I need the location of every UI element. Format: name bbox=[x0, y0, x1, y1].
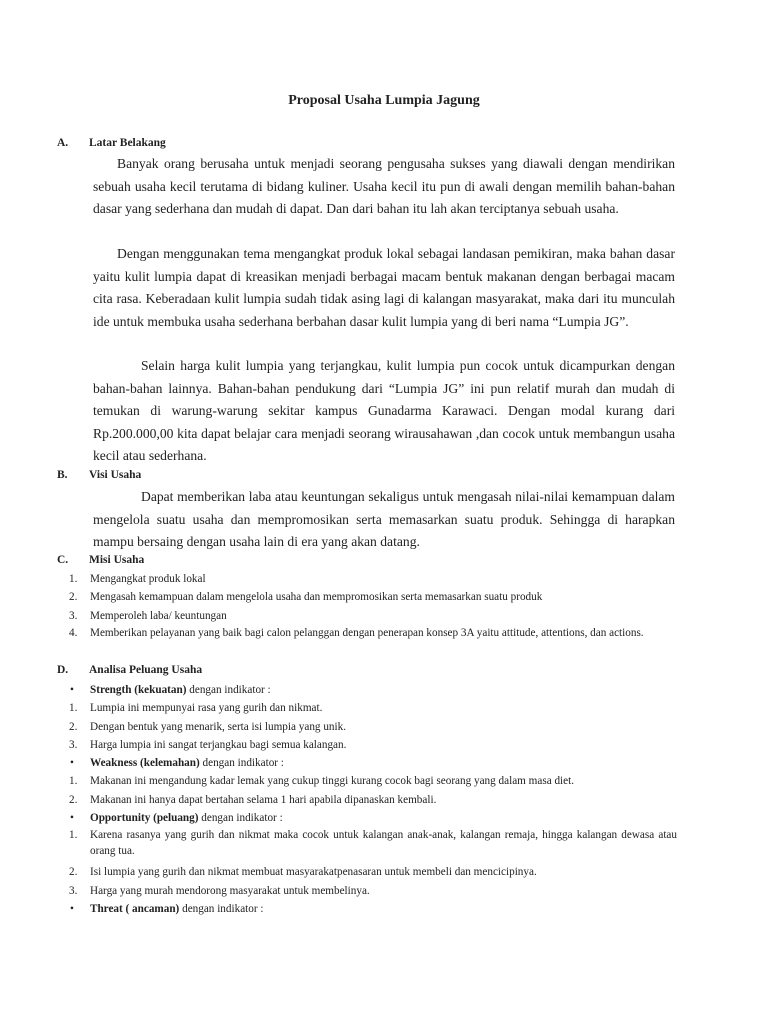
list-text: Mengasah kemampuan dalam mengelola usaha dan mempromosikan serta memasarkan suatu produk bbox=[90, 591, 543, 604]
bullet-suffix: dengan indikator : bbox=[198, 812, 283, 825]
section-c-heading bbox=[57, 554, 144, 566]
document-title: Proposal Usaha Lumpia Jagung bbox=[288, 93, 480, 108]
bullet-suffix: dengan indikator : bbox=[199, 757, 284, 770]
list-number: 2. bbox=[69, 793, 78, 806]
bullet-label: Strength (kekuatan) bbox=[90, 684, 187, 696]
section-a-heading bbox=[57, 137, 166, 149]
section-title: Visi Usaha bbox=[89, 469, 142, 481]
list-number: 1. bbox=[69, 775, 78, 788]
paragraph-latar-1: Banyak orang berusaha untuk menjadi seorang pengusaha sukses yang diawali dengan mendirikan sebuah usaha kecil terutama di bidang kuliner. Usaha kecil itu pun di awali dengan memilih bahan-bahan dasar yang sederhana dan mudah di dapat. Dan dari bahan itu lah akan terciptanya sebuah usaha. bbox=[93, 156, 675, 217]
list-item bbox=[57, 791, 677, 809]
list-number: 1. bbox=[69, 702, 78, 715]
list-item bbox=[57, 882, 677, 900]
bullet-suffix: dengan indikator : bbox=[186, 684, 271, 696]
list-number: 2. bbox=[69, 866, 78, 879]
paragraph-visi: Dapat memberikan laba atau keuntungan sekaligus untuk mengasah nilai-nilai kemampuan dalam mengelola suatu usaha dan mempromosikan serta memasarkan suatu produk. Sehingga di harapkan mampu bersaing dengan usaha lain di era yang akan datang. bbox=[93, 489, 675, 550]
bullet-icon: • bbox=[70, 684, 74, 696]
paragraph-latar-2: Dengan menggunakan tema mengangkat produk lokal sebagai landasan pemikiran, maka bahan dasar yaitu kulit lumpia dapat di kreasikan menjadi berbagai macam bentuk makanan dengan berbagai macam cita rasa. Keberadaan kulit lumpia sudah tidak asing lagi di kalangan masyarakat, maka dari itu munculah ide untuk membuka usaha sederhana berbahan dasar kulit lumpia yang di beri nama “Lumpia JG”. bbox=[93, 246, 675, 329]
bullet-suffix: dengan indikator : bbox=[179, 902, 264, 915]
list-item bbox=[57, 718, 677, 736]
list-text: Makanan ini hanya dapat bertahan selama 1 hari apabila dipanaskan kembali. bbox=[90, 793, 437, 806]
list-number: 1. bbox=[69, 829, 78, 842]
list-item bbox=[57, 736, 677, 754]
list-item bbox=[57, 588, 677, 606]
section-b-heading bbox=[57, 469, 141, 481]
list-item bbox=[57, 699, 677, 717]
bullet-icon: • bbox=[70, 812, 74, 825]
list-number: 2. bbox=[69, 591, 78, 604]
list-text: Karena rasanya yang gurih dan nikmat maka cocok untuk kalangan anak-anak, kalangan remaja, hingga kalangan dewasa atau orang tua. bbox=[90, 829, 677, 858]
section-title: Latar Belakang bbox=[89, 137, 166, 149]
bullet-item-opportunity bbox=[57, 809, 677, 827]
section-title: Misi Usaha bbox=[89, 554, 145, 566]
list-text: Makanan ini mengandung kadar lemak yang cukup tinggi kurang cocok bagi seorang yang dalam masa diet. bbox=[90, 775, 575, 788]
list-text: Harga yang murah mendorong masyarakat untuk membelinya. bbox=[90, 884, 370, 897]
list-item bbox=[57, 607, 677, 625]
list-number: 1. bbox=[69, 573, 78, 585]
bullet-label: Weakness (kelemahan) bbox=[90, 757, 200, 770]
list-item bbox=[57, 570, 677, 588]
list-text: Harga lumpia ini sangat terjangkau bagi semua kalangan. bbox=[90, 738, 347, 751]
bullet-item-weakness bbox=[57, 754, 677, 772]
section-d-heading bbox=[57, 664, 202, 676]
list-item bbox=[57, 625, 677, 645]
bullet-item-threat bbox=[57, 900, 677, 918]
list-item bbox=[57, 827, 677, 863]
paragraph-latar-3: Selain harga kulit lumpia yang terjangkau, kulit lumpia pun cocok untuk dicampurkan dengan bahan-bahan lainnya. Bahan-bahan pendukung dari “Lumpia JG” ini pun relatif murah dan mudah di temukan di warung-warung sekitar kampus Gunadarma Karawaci. Dengan modal kurang dari Rp.200.000,00 kita dapat belajar cara menjadi seorang wirausahawan ,dan cocok untuk membangun usaha kecil atau sederhana. bbox=[93, 358, 675, 464]
bullet-label: Opportunity (peluang) bbox=[90, 812, 199, 825]
section-letter: A. bbox=[57, 137, 69, 149]
section-letter: C. bbox=[57, 554, 69, 566]
bullet-label: Threat ( ancaman) bbox=[90, 902, 180, 915]
list-number: 2. bbox=[69, 720, 78, 733]
list-text: Isi lumpia yang gurih dan nikmat membuat masyarakatpenasaran untuk membeli dan mencicipinya. bbox=[90, 866, 537, 879]
list-text: Mengangkat produk lokal bbox=[90, 573, 206, 585]
list-text: Memberikan pelayanan yang baik bagi calon pelanggan dengan penerapan konsep 3A yaitu attitude, attentions, dan actions. bbox=[90, 626, 644, 639]
section-title: Analisa Peluang Usaha bbox=[89, 664, 203, 676]
bullet-item-strength bbox=[57, 681, 677, 699]
list-number: 3. bbox=[69, 738, 78, 751]
strength-list bbox=[57, 681, 677, 918]
section-letter: D. bbox=[57, 664, 69, 676]
list-number: 3. bbox=[69, 884, 78, 897]
list-number: 4. bbox=[69, 626, 78, 639]
list-item bbox=[57, 863, 677, 881]
bullet-icon: • bbox=[70, 902, 74, 915]
bullet-icon: • bbox=[70, 757, 74, 770]
list-number: 3. bbox=[69, 609, 78, 622]
list-text: Lumpia ini mempunyai rasa yang gurih dan nikmat. bbox=[90, 702, 323, 715]
list-text: Memperoleh laba/ keuntungan bbox=[90, 609, 227, 622]
list-item bbox=[57, 772, 677, 790]
misi-list bbox=[57, 570, 677, 645]
list-text: Dengan bentuk yang menarik, serta isi lumpia yang unik. bbox=[90, 720, 347, 733]
section-letter: B. bbox=[57, 469, 68, 481]
